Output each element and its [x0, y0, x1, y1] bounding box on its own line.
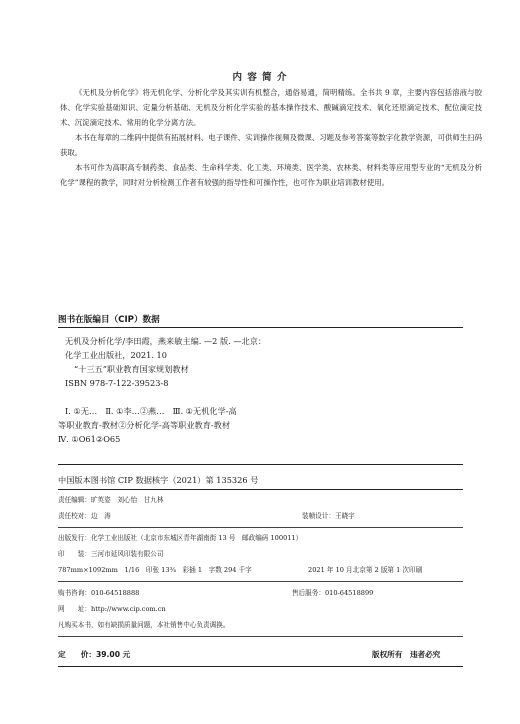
purchase-inquiry — [58, 587, 139, 597]
responsible-editor-value: 旷英姿 刘心怡 甘九林 — [90, 496, 164, 504]
cip-line: ISBN 978-7-122-39523-8 — [65, 378, 169, 388]
intro-paragraph: 本书可作为高职高专制药类、食品类、生命科学类、化工类、环境类、医学类、农林类、材料类等应用型专业的“无机及分析化学”课程的教学，同时对分析检测工作者有较强的指导性和可操作性，也可作为职业培训教材使用。 — [60, 163, 482, 187]
publication-top-rule — [58, 527, 463, 528]
content-intro-body — [60, 85, 482, 190]
cip-line: 无机及分析化学/李田霞，燕来敏主编. —2 版. —北京： — [65, 336, 267, 346]
printer-label: 印 装： — [58, 550, 91, 558]
website-label: 网 址： — [58, 605, 91, 613]
cip-heading: 图书在版编目（CIP）数据 — [58, 315, 160, 325]
contact-top-rule — [58, 581, 463, 582]
purchase-inquiry-value: 010-64518888 — [90, 589, 140, 597]
after-sales-value: 010-64518899 — [324, 589, 374, 597]
price-label: 定 价： — [58, 650, 96, 659]
publisher — [58, 532, 302, 542]
content-intro-title: 内 容 简 介 — [232, 72, 288, 83]
printer-value: 三河市延风印装有限公司 — [90, 550, 164, 558]
credits-top-rule — [58, 489, 463, 490]
price — [58, 649, 130, 660]
after-sales-service — [292, 587, 373, 597]
printer — [58, 548, 164, 558]
responsible-editor-label: 责任编辑： — [58, 496, 91, 504]
cip-line: “十三五”职业教育国家规划教材 — [74, 364, 189, 374]
proofreader-value: 边 涛 — [90, 512, 111, 520]
website — [58, 603, 166, 613]
cover-designer-label: 装帧设计： — [302, 512, 335, 520]
copyright-notice: 版权所有 违者必究 — [372, 650, 441, 659]
cip-line: 化学工业出版社，2021. 10 — [65, 350, 167, 360]
exchange-notice: 凡购买本书，如有缺损质量问题，本社销售中心负责调换。 — [58, 621, 230, 629]
footer-top-rule — [58, 636, 463, 637]
responsible-editor — [58, 494, 164, 504]
publisher-label: 出版发行： — [58, 534, 91, 542]
after-sales-label: 售后服务： — [292, 589, 325, 597]
cip-top-rule — [58, 327, 463, 328]
proofreader-label: 责任校对： — [58, 512, 91, 520]
publisher-value: 化学工业出版社（北京市东城区青年湖南街 13 号 邮政编码 100011） — [90, 534, 303, 542]
intro-paragraph: 《无机及分析化学》将无机化学、分析化学及其实训有机整合，通俗易通，简明精练。全书共 9 章，主要内容包括溶液与胶体、化学实验基础知识、定量分析基础、无机及分析化学实验的基本操作技术、酸碱滴定技术、氧化还原滴定技术、配位滴定技术、沉淀滴定技术、常用的化学分离方法。 — [60, 88, 482, 127]
print-specs: 787mm×1092mm 1/16 印张 13¾ 彩插 1 字数 294 千字 — [58, 566, 252, 574]
cip-record-number: 中国版本图书馆 CIP 数据核字（2021）第 135326 号 — [58, 475, 259, 485]
edition-info: 2021 年 10 月北京第 2 版第 1 次印刷 — [308, 566, 423, 574]
cip-classification-line: Ⅳ. ①O61②O65 — [58, 434, 121, 444]
cover-designer — [302, 510, 355, 520]
footer-bottom-rule — [58, 666, 463, 667]
proofreader — [58, 510, 111, 520]
intro-paragraph: 本书在每章的二维码中提供有拓展材料、电子课件、实训操作视频及微课、习题及参考答案等数字化教学资源，可供师生扫码获取。 — [60, 133, 482, 157]
purchase-inquiry-label: 购书咨询： — [58, 589, 91, 597]
price-value: 39.00 元 — [95, 650, 131, 659]
website-link[interactable]: http://www.cip.com.cn — [90, 605, 166, 613]
cip-classification-line: 等职业教育-教材②分析化学-高等职业教育-教材 — [58, 420, 231, 430]
cip-bottom-rule — [58, 464, 463, 465]
cover-designer-value: 王晓宇 — [334, 512, 355, 520]
cip-classification-line: Ⅰ. ①无… Ⅱ. ①李…②燕… Ⅲ. ①无机化学-高 — [65, 406, 237, 416]
